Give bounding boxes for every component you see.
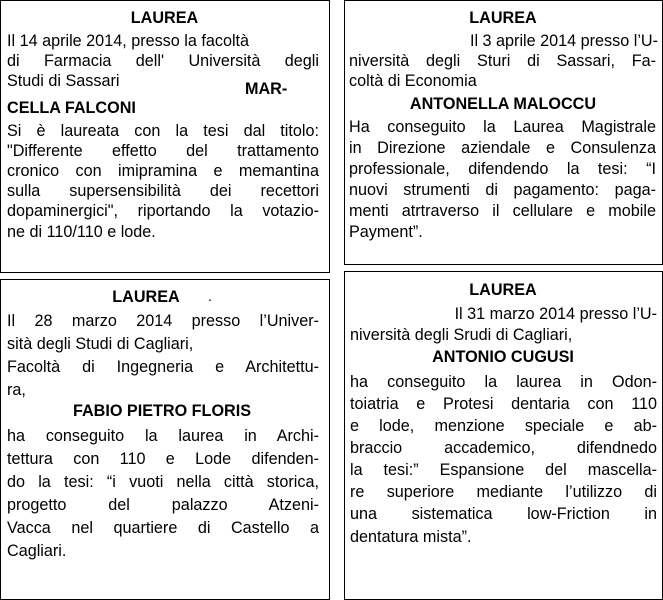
notice-line: la tesi:” Espansione del mascella- — [350, 461, 657, 479]
notice-line: ha conseguito la laurea in Archi- — [7, 427, 319, 445]
notice-line: niversità degli Sturi di Sassari, Fa- — [349, 52, 656, 70]
notice-line: nuovi strumenti di pagamento: paga- — [349, 181, 656, 199]
notice-line: in Direzione aziendale e Consulenza — [349, 139, 656, 157]
notice-line: Payment”. — [349, 223, 423, 241]
notice-line: Studi di Sassari — [7, 72, 120, 90]
notice-line: Si è laureata con la tesi dal titolo: — [7, 122, 319, 140]
notice-line: cronico con imipramina e memantina — [7, 162, 319, 180]
notice-line: coltà di Economia — [349, 72, 477, 90]
notice-line: dopaminergici", riportando la votazio- — [7, 202, 319, 220]
notice-box-floris — [0, 279, 330, 600]
notice-line: una sistematica low-Friction in — [350, 505, 657, 523]
stray-dot: . — [208, 288, 212, 304]
notice-box-maloccu — [344, 0, 663, 265]
notice-line: do la tesi: “i vuoti nella città storica, — [7, 473, 319, 491]
notice-line: braccio accademico, difendnedo — [350, 439, 657, 457]
notice-line: tettura con 110 e Lode difenden- — [7, 450, 319, 468]
notice-name: FABIO PIETRO FLORIS — [72, 402, 252, 420]
notice-line: ne di 110/110 e lode. — [7, 223, 156, 241]
notice-line: niversità degli Srudi di Cagliari, — [350, 326, 573, 344]
notice-line: Cagliari. — [7, 542, 67, 560]
notice-line: ha conseguito la laurea in Odon- — [350, 373, 657, 391]
notice-line: toiatria e Protesi dentaria con 110 — [350, 395, 657, 413]
notice-line: menti atrtraverso il cellulare e mobile — [349, 202, 656, 220]
notice-line: re superiore mediante l’utilizzo di — [350, 483, 657, 501]
notice-name: ANTONELLA MALOCCU — [409, 95, 597, 113]
notice-box-cugusi — [344, 271, 663, 600]
notice-line: ra, — [7, 381, 26, 399]
notice-box-falconi — [0, 0, 330, 273]
notice-line: Il 14 aprile 2014, presso la facoltà — [7, 32, 250, 50]
notice-name: MAR- — [245, 80, 288, 98]
notice-line: Ha conseguito la Laurea Magistrale — [349, 118, 656, 136]
notice-heading: LAUREA — [469, 9, 537, 27]
notice-line: sulla supersensibilità dei recettori — [7, 182, 319, 200]
notice-line: professionale, difendendo la tesi: “I — [349, 160, 656, 178]
notice-line: Il 31 marzo 2014 presso l’U- — [454, 305, 657, 323]
notice-name: CELLA FALCONI — [7, 99, 136, 117]
notice-heading: LAUREA — [469, 281, 537, 299]
notice-heading: LAUREA — [130, 9, 199, 27]
notice-line: dentatura mista”. — [350, 528, 472, 546]
notice-name: ANTONIO CUGUSI — [432, 348, 574, 366]
notice-line: Il 3 aprile 2014 presso l’U- — [469, 32, 658, 50]
notice-line: di Farmacia dell' Università degli — [7, 52, 319, 70]
notice-line: Il 28 marzo 2014 presso l’Univer- — [7, 312, 319, 330]
notice-line: e lode, menzione speciale e ab- — [350, 417, 657, 435]
notice-line: Facoltà di Ingegneria e Architettu- — [7, 358, 319, 376]
notice-heading: LAUREA — [112, 288, 180, 306]
notice-line: progetto del palazzo Atzeni- — [7, 496, 319, 514]
notice-line: "Differente effetto del trattamento — [7, 142, 319, 160]
notice-line: Vacca nel quartiere di Castello a — [7, 519, 319, 537]
notice-line: sità degli Studi di Cagliari, — [7, 335, 194, 353]
